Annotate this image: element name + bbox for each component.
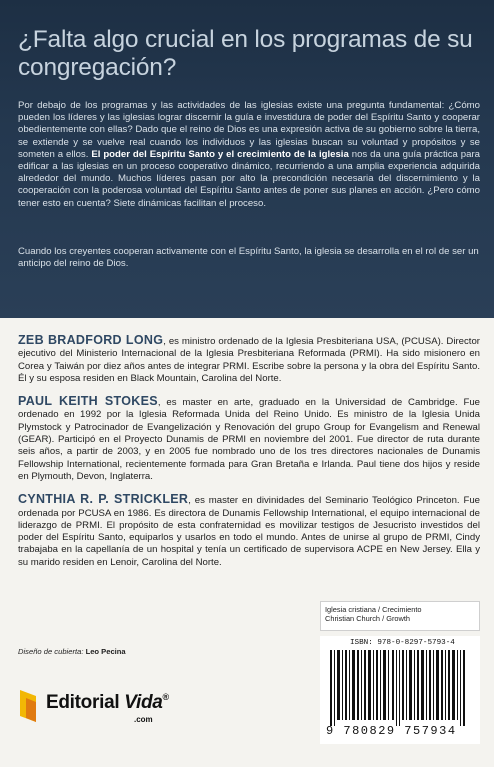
author-bio-text: , es master en divinidades del Seminario Teológico Princeton. Fue ordenada por PCUSA en 1986. Es directora de Dunamis Fellowship International, el equipo internacional de liderazgo de PRMI. El propósito de esta confraternidad es movilizar testigos de Jesucristo investidos del poder del Espíritu Santo, equiparlos y usarlos en todo el mundo. Antes de unirse al grupo de PRMI, Cindy trabajaba en la capellanía de un hospital y tenía un certificado de supervisora ACPE en New Jersey. Ella y su marido residen en Lenoir, Carolina del Norte.: [18, 495, 480, 568]
category-english: Christian Church / Growth: [325, 614, 411, 624]
isbn-text: ISBN: 978-0-8297-5793-4: [350, 639, 455, 647]
publisher-name: [46, 692, 169, 714]
category-label: [320, 601, 480, 631]
author-bio-text: , es master en arte, graduado en la Universidad de Cambridge. Fue ordenado en 1992 por la Iglesia Reformada Unida del Reino Unido. Es ministro de la Iglesia Unida Plymstock y Patrocinador de Evangelización y Renovación del grupo Group for Evangelism and Renewal (GEAR). Participó en el Proyecto Dunamis de PRMI en noviembre del 2001. Fue director de ruta durante seis años, a partir de 2003, y en 2005 fue nombrado uno de los tres directores nacionales de Dunamis Fellowship International, recientemente formada para Gran Bretaña e Irlanda. Paul tiene dos hijos y reside en Plymouth, Devon, Inglaterra.: [18, 397, 480, 482]
publisher-domain: .com: [134, 715, 153, 724]
intro-text-part2: nos da una guía práctica para edificar a las iglesias en un proceso cooperativo dinámico, recurriendo a una amplia experiencia adquirida alrededor del mundo. Muchos líderes pasan por alto la precondición necesaria del discernimiento y la cooperación con la poderosa voluntad del Espíritu Santo antes de poner sus planes en acción. ¿Pero cómo tener esto en cuenta? Siete dinámicas facilitan el proceso.: [18, 148, 481, 209]
intro-paragraph: [18, 100, 480, 210]
book-title: El poder del Espíritu Santo y el crecimiento de la iglesia: [91, 148, 349, 160]
publisher-logo: [16, 686, 216, 726]
author-bio-text: , es ministro ordenado de la Iglesia Presbiteriana USA, (PCUSA). Director ejecutivo del Ministerio Internacional de la Iglesia Presbiteriana Reformada (PRMI). Ha sido misionero en Corea y Taiwán por diez años antes de integrar PRMI. Escribe sobre la persona y la obra del Espíritu Santo. Él y su esposa residen en Black Mountain, Carolina del Norte.: [18, 336, 480, 384]
author-bio: [18, 334, 480, 385]
credit-label: Diseño de cubierta:: [18, 647, 84, 656]
back-cover-top-panel: [0, 0, 494, 318]
intro-closing-paragraph: Cuando los creyentes cooperan activamente con el Espíritu Santo, la iglesia se desarrolla en el rol de ser un anticipo del reino de Dios.: [18, 246, 479, 270]
barcode-icon: [330, 650, 470, 726]
cover-design-credit: [18, 647, 126, 656]
barcode-number: 9 780829 757934: [326, 724, 457, 738]
author-bios: [18, 334, 480, 579]
publisher-mark-icon: [16, 688, 40, 724]
publisher-name-part1: Editorial: [46, 692, 125, 713]
author-name: ZEB BRADFORD LONG: [18, 333, 164, 347]
headline: ¿Falta algo crucial en los programas de su congregación?: [18, 26, 473, 81]
author-name: CYNTHIA R. P. STRICKLER: [18, 492, 189, 507]
registered-mark: ®: [162, 692, 169, 702]
author-bio: [18, 493, 480, 569]
author-name: PAUL KEITH STOKES: [18, 394, 158, 409]
credit-name: Leo Pecina: [85, 647, 126, 656]
author-bio: [18, 395, 480, 483]
barcode-box: [320, 636, 480, 744]
intro-text-part1: Por debajo de los programas y las actividades de las iglesias existe una pregunta fundamental: ¿Cómo pueden los líderes y las iglesias lograr discernir la guía e investidura de poder del Espíritu Santo y cooperar obedientemente con ellas? Dado que el reino de Dios es una expresión activa de su gobierno sobre la tierra, se extiende y se vuelve real cuando los individuos y las iglesias buscan su voluntad y propósitos y se someten a ellos.: [18, 100, 480, 160]
category-spanish: Iglesia cristiana / Crecimiento: [325, 605, 422, 614]
publisher-name-part2: Vida: [124, 692, 163, 713]
